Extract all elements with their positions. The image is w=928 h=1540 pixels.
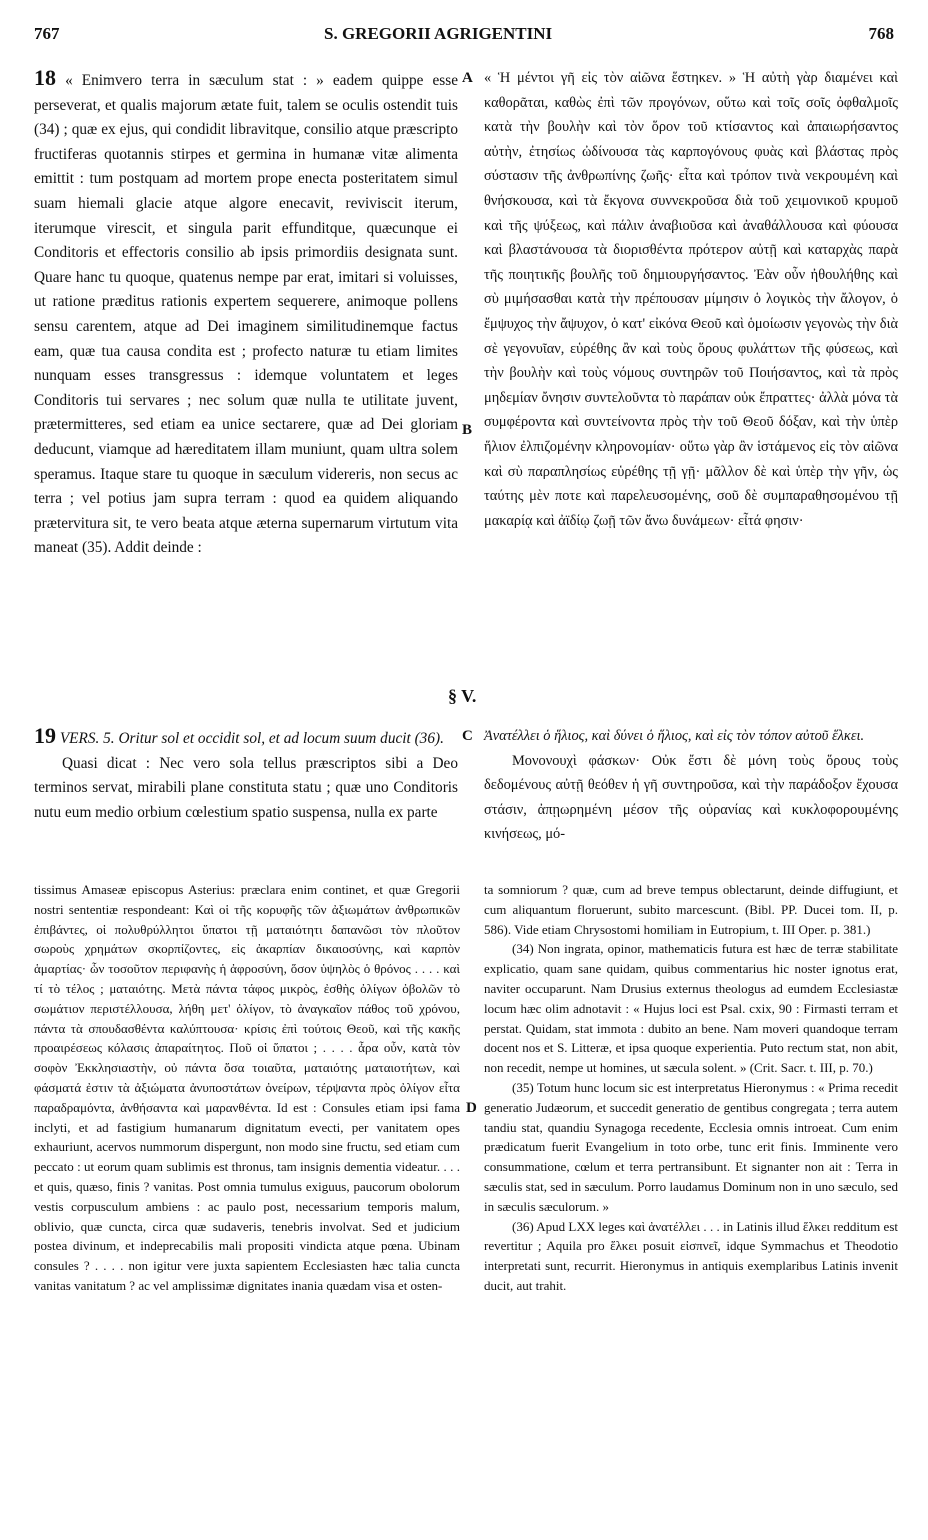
- footnote-35: (35) Totum hunc locum sic est interpretatus Hieronymus : « Prima recedit generatio Judæorum, et succedit generatio de gentibus congregata ; terra autem tandiu stat, quandiu Synagoga recedente, Ecclesia omnis introeat. Cum enim prædicatum fuerit Evangelium in toto orbe, tunc erit finis. Imminente vero consummatione, cœlum et terra pertransibunt. Et signanter non ait : Terra in sæculis stat, sed in sæculum. Porro laudamus Dominum non in uno sæculo, sed in sæculis sæculorum. »: [484, 1079, 898, 1214]
- greek-main-column: [484, 66, 898, 533]
- footnotes-right: [484, 880, 898, 1296]
- footnote-left-text: tissimus Amaseæ episcopus Asterius: præclara enim continet, et quæ Gregorii nostri sententiæ respondeant: Καὶ οἱ τῆς κορυφῆς τῶν ἀξιωμάτων ἀνθρωπικῶν ἐπιβάντες, οἱ πολυθρύλλητοι ὕπατοι τῇ ματαιότητι δαπανῶσι τὸν πλοῦτον σωροὺς χρημάτων σκορπίζοντες, εἰς ἀκαρπίαν δικαιοσύνης, καὶ καρπὸν ἁμαρτίας· ὧν τοσοῦτον περιφανὴς ἡ ἀφροσύνη, ὅσον ὑψηλὸς ὁ θρόνος . . . . καὶ τί τὸ τέλος ; ματαιότης. Μετὰ πάντα τάφος μικρὸς, ἐσθὴς ὀλίγων ὀβολῶν τὸ σωμάτιον περιστέλλουσα, λήθη μετ' ὀλίγον, τὸ ἀναγκαῖον πάθος τοῦ χρόνου, πάντα τὰ σπουδασθέντα καλύπτουσα· κρίσις ἐπὶ τούτοις Θεοῦ, καὶ τῆς κακῆς προαιρέσεως κόλασις ἀπαραίτητος. Ποῦ οἱ ὕπατοι ; . . . . ἆρα οὖν, κατὰ τὸν σοφὸν Ἐκκλησιαστὴν, οὐ πάντα ὅσα τοιαῦτα, ματαιότης ματαιοτήτων, καὶ φάσματά ἐστιν τὰ ἀξιώματα ἀνυποστάτων ὀνείρων, τέρψαντα πρὸς ὀλίγον εἶτα παραδραμόντα, ἀνθήσαντα καὶ μαρανθέντα. Id est : Consules etiam ipsi fama inclyti, et ad fastigium humanarum dignitatum evecti, per vanitatem opes exhauriunt, acervos nummorum dispergunt, non modo sine fructu, sed etiam cum peccato : ut eorum quam sublimis est thronus, tam insignis dementia videatur. . . . et quis, quæso, finis ? vanitas. Post omnia tumulus exiguus, paucorum obolorum vestis corpusculum ambiens : ac paulo post, necessarium temporis malum, oblivio, quæ cuncta, circa quæ sudaveris, tenebris involvat. Sed et judicium postea divinum, et indeprecabilis mali propositi vindicta atque pœna. Ubinam consules ? . . . . non igitur vere juxta sapientem Ecclesiasten hæc talia cuncta vanitas vanitatum ? ac vel amplissimæ dignitates inania quædam visa et osten-: [34, 882, 460, 1293]
- margin-letter-c: C: [462, 728, 473, 744]
- footnotes-left: [34, 880, 460, 1296]
- running-title: S. GREGORII AGRIGENTINI: [324, 24, 553, 43]
- paragraph-number-19: 19: [34, 723, 56, 748]
- greek-verse-text: Μονονουχὶ φάσκων· Οὐκ ἔστι δὲ μόνη τοὺς ὅρους τοὺς δεδομένους αὐτῇ θεόθεν ἡ γῆ συντηροῦσα, καὶ τὴν παράδοξον ἔχουσα στάσιν, ἀπῃωρημένη μέσον τῆς οὐρανίας καὶ κυκλοφορουμένης κινήσεως, μό-: [484, 752, 898, 843]
- latin-verse-head: VERS. 5. Oritur sol et occidit sol, et ad locum suum ducit (36).: [59, 730, 444, 747]
- greek-main-text: « Ἡ μέντοι γῆ εἰς τὸν αἰῶνα ἕστηκεν. » Ἡ αὐτὴ γὰρ διαμένει καὶ καθορᾶται, καθὼς ἐπὶ τῶν προγόνων, οὕτω καὶ τοῖς σοῖς ὀφθαλμοῖς κατὰ τὴν βουλὴν καὶ τὸν ὅρον τοῦ κτίσαντος καὶ ἀπαιωρήσαντος αὐτὴν, ἐτησίως ὠδίνουσα τὰς καρπογόνους φυὰς καὶ βλάστας πρὸς σύστασιν τῆς ἀνθρωπίνης ζωῆς· εἶτα καὶ τρόπον τινὰ νεκρουμένη καὶ θνήσκουσα, καὶ τὰ ἔκγονα συννεκροῦσα διὰ τοῦ χειμονικοῦ κρυμοῦ καὶ τῆς ψύξεως, καὶ πάλιν ἀναβιοῦσα καὶ ἀναθάλλουσα καὶ φύουσα καὶ βλαστάνουσα τὰ διορισθέντα πρότερον αὐτῇ καὶ καταρχὰς παρὰ τῆς ποιητικῆς βουλῆς τοῦ δημιουργήσαντος. Ἐὰν οὖν ἠθουλήθης καὶ σὺ μιμήσασθαι κατὰ τὴν πρέπουσαν μίμησιν ὁ λογικὸς τὴν ἄλογον, ὁ ἔμψυχος τὴν ἄψυχον, ὁ κατ' εἰκόνα Θεοῦ καὶ ὁμοίωσιν γεγονὼς τὴν διὰ σὲ γεγονυῖαν, εὑρέθης ἂν καὶ τοὺς ὅρους φυλάττων τῆς φύσεως, καὶ τὴν βουλὴν καὶ τοὺς νόμους συντηρῶν τοῦ Ποιήσαντος, καὶ τὰ πρὸς μηδεμίαν ὄνησιν συντελοῦντα τὸ παράπαν οὐκ ἔπραττες· ἀλλὰ μόνα τὰ συμφέροντα καὶ συντείνοντα πρὸς τὴν τοῦ Θεοῦ δόξαν, καὶ τὴν ὑπὲρ ἥλιον ἐλπιζομένην κληρονομίαν· οὕτω γὰρ ἂν ἱστάμενος εἰς τὸν αἰῶνα καὶ σὺ παραπλησίως εὑρέθης τῇ γῇ· μᾶλλον δὲ καὶ ὑπὲρ τὴν γῆν, ὡς ταύτης μὲν ποτε καὶ παρελευσομένης, σοῦ δὲ συμπαραθησομένου τῇ μακαρίᾳ καὶ ἀϊδίῳ ζωῇ τῶν ἄνω δυνάμεων· εἶτά φησιν·: [484, 70, 898, 529]
- margin-letter-b: B: [462, 422, 473, 438]
- footnote-continuation: ta somniorum ? quæ, cum ad breve tempus oblectarunt, deinde diffugiunt, et cum aliquantum floruerunt, subito marcescunt. (Bibl. PP. Ducei tom. II, p. 586). Vide etiam Chrysostomi homiliam in Eutropium, t. III Oper. p. 381.): [484, 882, 898, 937]
- greek-verse-head: Ἀνατέλλει ὁ ἥλιος, καὶ δύνει ὁ ἥλιος, καὶ εἰς τὸν τόπον αὐτοῦ ἕλκει.: [484, 728, 865, 744]
- margin-letter-a: A: [462, 70, 473, 86]
- latin-verse-column: [34, 724, 458, 825]
- footnote-36: (36) Apud LXX leges καὶ ἀνατέλλει . . . in Latinis illud ἕλκει redditum est revertitur ; Aquila pro ἕλκει posuit εἰσπνεῖ, idque Symmachus et Theodotio interpretati sunt, recurrit. Hieronymus in antiquis exemplaribus Latinis invenit ducit, aut trahit.: [484, 1218, 898, 1293]
- latin-main-text: « Enimvero terra in sæculum stat : » eadem quippe esse perseverat, et qualis majorum ætate fuit, talem se oculis ostendit tuis (34) ; quæ ex ejus, qui condidit libravitque, consilio atque præscripto fructiferas quotannis stirpes et germina in humanæ vitæ alimenta emittit : tum postquam ad mortem prope enecta posteritatem simul suam hiemali glacie atque algore enecavit, reviviscit iterum, iterumque virescit, et singula parit effunditque, quæcunque ei Conditoris et effectoris consilio ab ipsis primordiis designata sunt. Quare hanc tu quoque, quatenus nempe par erat, imitari si voluisses, ut ratione præditus rationis expertem sequerere, animoque pollens sensu carentem, atque ad Dei imaginem similitudinemque factus eam, quæ tua causa condita est ; profecto naturæ tu etiam limites nunquam esses transgressus : idemque voluntatem et leges Conditoris tui servares ; nec solum quæ nulla te utilitate juvent, prætermitteres, sed etiam ea unice sectarere, quæ ad Dei gloriam deducunt, viamque ad hæreditatem illam muniunt, quam ultra solem speramus. Itaque stare tu quoque in sæculum videreris, non secus ac terra ; vel potius jam supra terram : quod ea quidem aliquando prætervitura sit, te vero beata atque æterna supernarum virtutum vita maneat (35). Addit deinde :: [34, 72, 458, 557]
- page-number-left: 767: [34, 24, 60, 43]
- page-header: [24, 24, 904, 54]
- latin-verse-text: Quasi dicat : Nec vero sola tellus præscriptos sibi a Deo terminos servat, mirabili plane constituta statu ; quæ uno Conditoris nutu eum medio orbium cœlestium spatio suspensa, nulla ex parte: [34, 754, 458, 821]
- greek-verse-column: [484, 724, 898, 847]
- page-number-right: 768: [868, 24, 894, 43]
- latin-main-column: [34, 66, 458, 561]
- footnote-34: (34) Non ingrata, opinor, mathematicis futura est hæc de terræ stabilitate explicatio, quam sane quidam, quibus commentarius hic noster ignotus erat, naviter occuparunt. Nam Drusius externus theologus ad eumdem Ecclesiastæ locum hæc olim adnotavit : « Hujus loci est Psal. cxix, 90 : Firmasti terram et perstat. Quidam, stat immota : dubito an bene. Nam moveri quandoque terram docent nos et S. Litteræ, et ipsa quoque experientia. Puto rectum stat, non abit, non recedit, nempe ut homines, ut sæcula solent. » (Crit. Sacr. t. III, p. 70.): [484, 941, 898, 1076]
- section-heading: § V.: [448, 686, 477, 706]
- margin-letter-d: D: [466, 1100, 477, 1116]
- paragraph-number-18: 18: [34, 65, 56, 90]
